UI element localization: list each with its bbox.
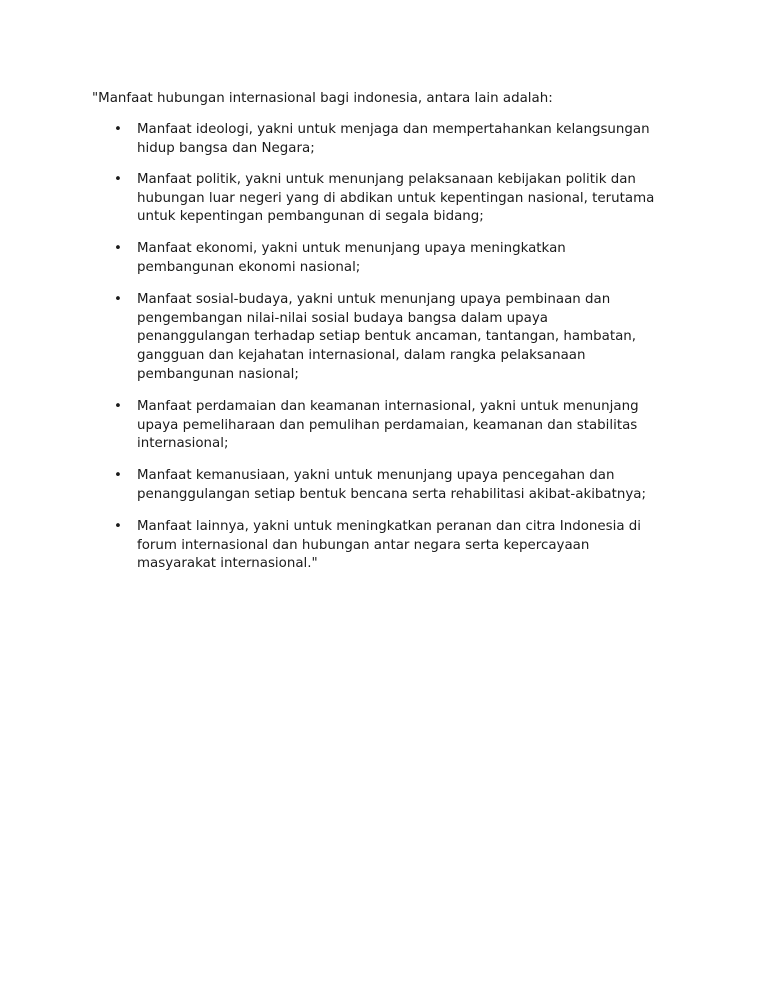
benefit-item-humanity <box>114 467 714 504</box>
benefit-item-politics <box>114 171 714 227</box>
benefit-text: Manfaat perdamaian dan keamanan internasional, yakni untuk menunjang upaya pemeliharaan dan pemulihan perdamaian, keamanan dan stabilitas internasional; <box>137 399 639 452</box>
bullet-icon: • <box>114 122 122 137</box>
benefit-item-others <box>114 518 714 574</box>
benefit-text: Manfaat ideologi, yakni untuk menjaga dan mempertahankan kelangsungan hidup bangsa dan Negara; <box>137 122 650 156</box>
bullet-icon: • <box>114 292 122 307</box>
benefit-item-peace-security <box>114 398 714 454</box>
bullet-icon: • <box>114 399 122 414</box>
benefit-item-socio-culture <box>114 291 714 385</box>
benefit-item-ideology <box>114 121 714 158</box>
bullet-icon: • <box>114 468 122 483</box>
bullet-icon: • <box>114 172 122 187</box>
benefit-text: Manfaat lainnya, yakni untuk meningkatkan peranan dan citra Indonesia di forum internasional dan hubungan antar negara serta kepercayaan masyarakat internasional." <box>137 519 641 572</box>
benefit-text: Manfaat sosial-budaya, yakni untuk menunjang upaya pembinaan dan pengembangan nilai-nilai sosial budaya bangsa dalam upaya penanggulangan terhadap setiap bentuk ancaman, tantangan, hambatan, gangguan dan kejahatan internasional, dalam rangka pelaksanaan pembangunan nasional; <box>137 292 637 382</box>
intro-paragraph: "Manfaat hubungan internasional bagi indonesia, antara lain adalah: <box>92 91 553 106</box>
benefit-item-economy <box>114 240 714 277</box>
bullet-icon: • <box>114 241 122 256</box>
benefit-text: Manfaat ekonomi, yakni untuk menunjang upaya meningkatkan pembangunan ekonomi nasional; <box>137 241 566 275</box>
benefit-text: Manfaat kemanusiaan, yakni untuk menunjang upaya pencegahan dan penanggulangan setiap bentuk bencana serta rehabilitasi akibat-akibatnya; <box>137 468 647 502</box>
bullet-icon: • <box>114 519 122 534</box>
benefit-text: Manfaat politik, yakni untuk menunjang pelaksanaan kebijakan politik dan hubungan luar negeri yang di abdikan untuk kepentingan nasional, terutama untuk kepentingan pembangunan di segala bidang; <box>137 172 655 225</box>
